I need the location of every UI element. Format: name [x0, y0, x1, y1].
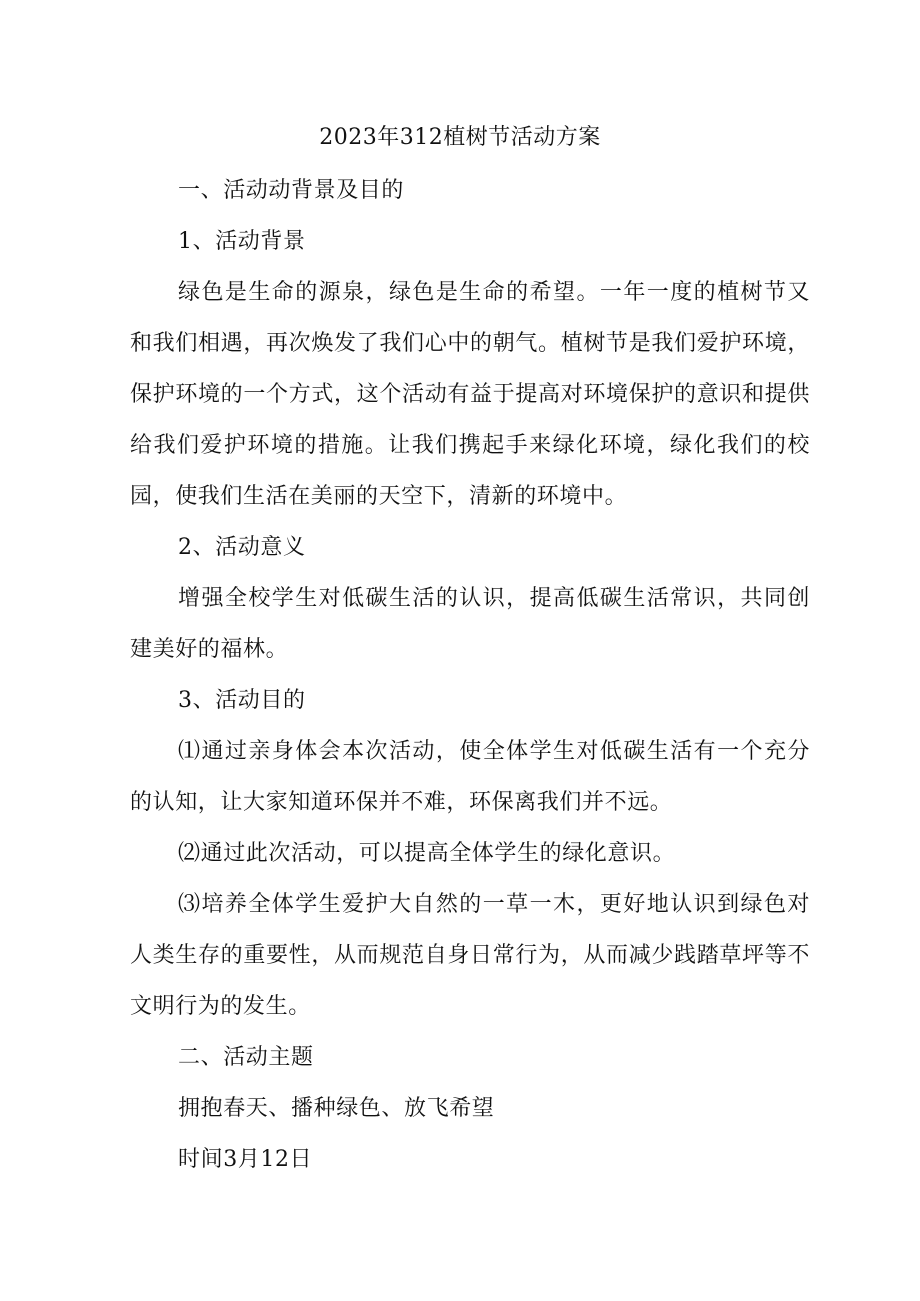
document-title: 2023年312植树节活动方案 — [319, 125, 601, 150]
paragraph-significance: 增强全校学生对低碳生活的认识，提高低碳生活常识，共同创建美好的福林。 — [130, 586, 810, 662]
section-heading-theme: 二、活动主题 — [178, 1045, 314, 1070]
paragraph-theme: 拥抱春天、播种绿色、放飞希望 — [178, 1096, 495, 1121]
subheading-purpose: 3、活动目的 — [178, 688, 306, 713]
subheading-background: 1、活动背景 — [178, 229, 306, 254]
purpose-item-3: ⑶培养全体学生爱护大自然的一草一木，更好地认识到绿色对人类生存的重要性，从而规范自身日常行为，从而减少践踏草坪等不文明行为的发生。 — [130, 892, 810, 1019]
paragraph-background: 绿色是生命的源泉，绿色是生命的希望。一年一度的植树节又和我们相遇，再次焕发了我们心中的朝气。植树节是我们爱护环境，保护环境的一个方式，这个活动有益于提高对环境保护的意识和提供给我们爱护环境的措施。让我们携起手来绿化环境，绿化我们的校园，使我们生活在美丽的天空下，清新的环境中。 — [130, 280, 810, 509]
subheading-significance: 2、活动意义 — [178, 535, 306, 560]
section-heading-background-purpose: 一、活动动背景及目的 — [178, 178, 405, 203]
paragraph-time: 时间3月12日 — [178, 1147, 313, 1172]
document-body — [130, 165, 810, 1185]
purpose-item-1: ⑴通过亲身体会本次活动，使全体学生对低碳生活有一个充分的认知，让大家知道环保并不难，环保离我们并不远。 — [130, 739, 810, 815]
purpose-item-2: ⑵通过此次活动，可以提高全体学生的绿化意识。 — [178, 841, 676, 866]
